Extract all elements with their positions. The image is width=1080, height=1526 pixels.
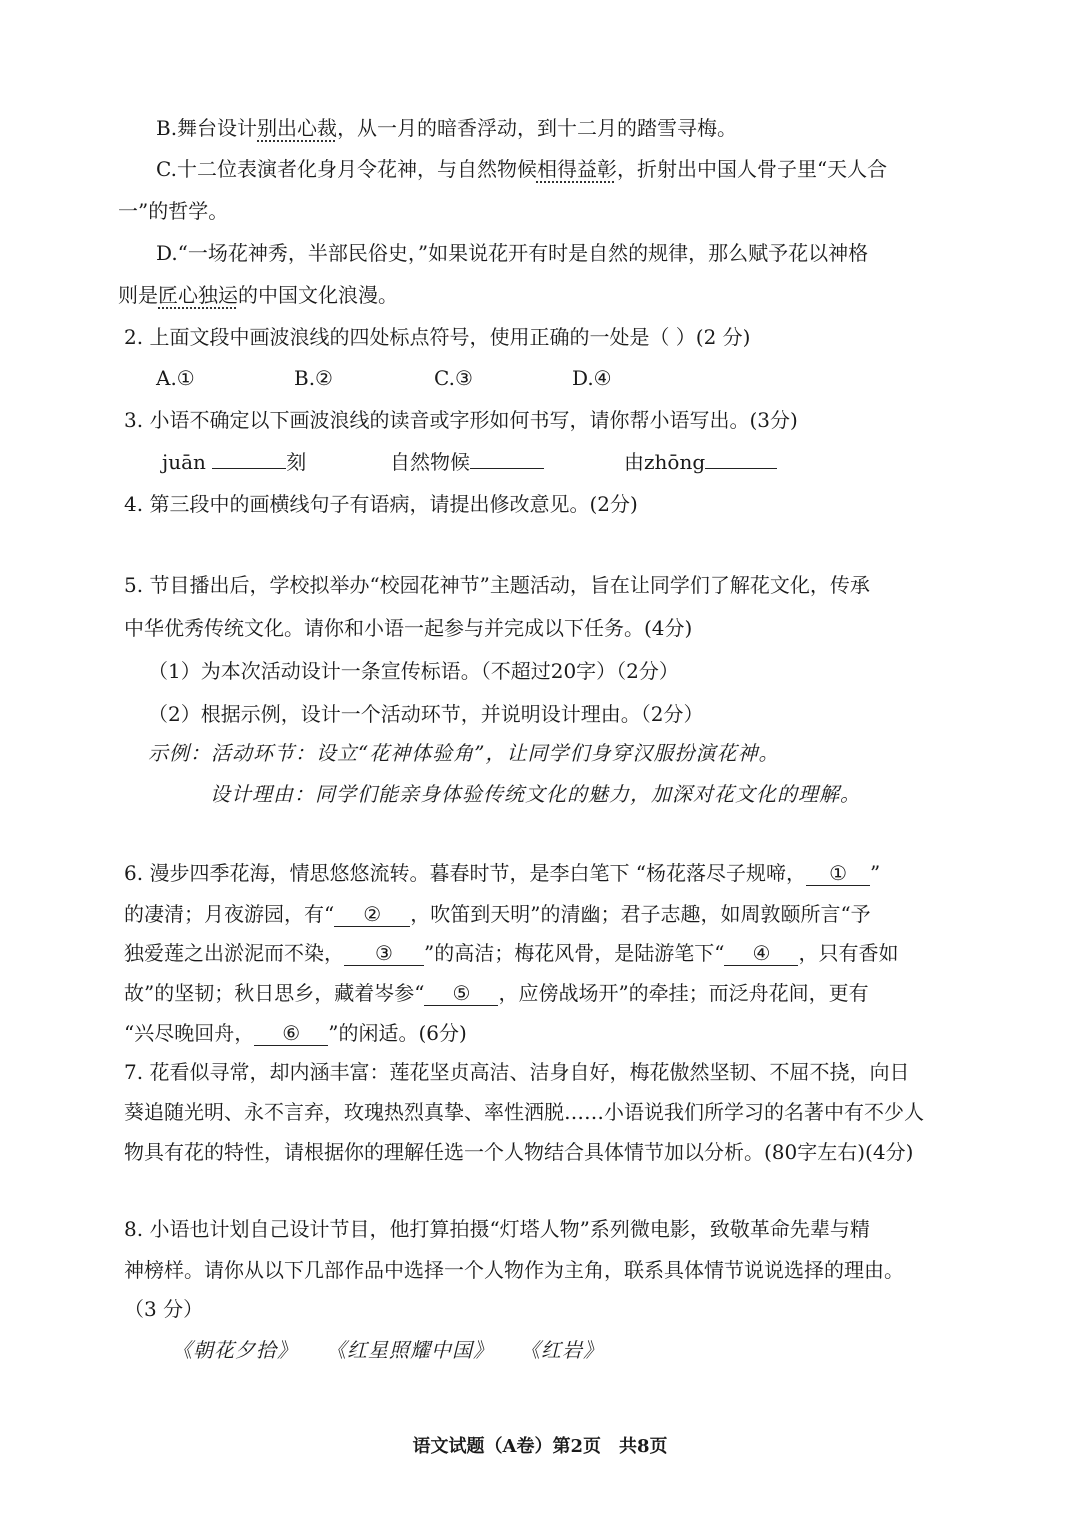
q6-text-2: 的凄清；月夜游园，有“: [124, 902, 335, 926]
q3-answer-blank-1[interactable]: [212, 468, 286, 469]
q8-book-1: 《朝花夕拾》: [172, 1338, 298, 1362]
q8-line-2: 神榜样。请你从以下几部作品中选择一个人物作为主角，联系具体情节说说选择的理由。: [124, 1258, 904, 1282]
q6-text-4: 故”的坚韧；秋日思乡，藏着岑参“: [124, 981, 425, 1005]
q1-option-c-continued: 一”的哲学。: [118, 199, 229, 223]
q6-blank-4[interactable]: ④: [724, 941, 798, 966]
q5-stem-line-2: 中华优秀传统文化。请你和小语一起参与并完成以下任务。(4分): [124, 616, 693, 640]
q6-text-5: “兴尽晚回舟，: [124, 1021, 255, 1045]
q3-item1-pinyin: juān: [162, 450, 206, 474]
q8-line-1: 8. 小语也计划自己设计节目，他打算拍摄“灯塔人物”系列微电影，致敬革命先辈与精: [124, 1217, 870, 1241]
q6-blank-6[interactable]: ⑥: [254, 1021, 328, 1046]
q6-line-4: [124, 979, 869, 1007]
q8-book-3: 《红岩》: [520, 1338, 604, 1362]
q3-item2-text: 自然物候: [390, 450, 470, 474]
q6-blank-3[interactable]: ③: [344, 941, 424, 966]
q6-text-1-end: ”: [870, 861, 881, 885]
q7-line-2: 葵追随光明、永不言弃，玫瑰热烈真挚、率性洒脱……小语说我们所学习的名著中有不少人: [124, 1100, 924, 1124]
q5-stem-line-1: 5. 节目播出后，学校拟举办“校园花神节”主题活动，旨在让同学们了解花文化，传承: [124, 573, 870, 597]
q6-text-3: 独爱莲之出淤泥而不染，: [124, 941, 344, 965]
q1-d-pre: 则是: [118, 283, 158, 307]
q6-blank-1[interactable]: ①: [806, 861, 870, 886]
q6-text-1: 6. 漫步四季花海，情思悠悠流转。暮春时节，是李白笔下 “杨花落尽子规啼，: [124, 861, 807, 885]
q6-text-2-end: ，吹笛到天明”的清幽；君子志趣，如周敦颐所言“予: [410, 902, 871, 926]
q1-b-idiom: 别出心裁: [257, 116, 338, 140]
q3-answer-blank-2[interactable]: [470, 468, 544, 469]
q1-d-idiom: 匠心独运: [158, 283, 238, 307]
q5-subquestion-2: （2）根据示例，设计一个活动环节，并说明设计理由。（2分）: [148, 702, 704, 726]
q2-stem: 2. 上面文段中画波浪线的四处标点符号，使用正确的一处是（ ）(2 分): [124, 325, 751, 349]
q3-stem: 3. 小语不确定以下画波浪线的读音或字形如何书写，请你帮小语写出。(3分): [124, 408, 798, 432]
q5-example-reason: 设计理由：同学们能亲身体验传统文化的魅力，加深对花文化的理解。: [210, 782, 861, 806]
q6-text-3-end: ，只有香如: [798, 941, 899, 965]
q4-stem: 4. 第三段中的画横线句子有语病，请提出修改意见。(2分): [124, 492, 638, 516]
q3-item-2: [390, 448, 544, 476]
q1-option-d: D.“一场花神秀，半部民俗史，”如果说花开有时是自然的规律，那么赋予花以神格: [156, 241, 869, 265]
q1-d-post: 的中国文化浪漫。: [238, 283, 398, 307]
q1-option-c: [156, 155, 887, 183]
q3-answer-blank-3[interactable]: [705, 468, 777, 469]
q2-option-c: C.③: [434, 366, 473, 390]
q3-item1-char: 刻: [286, 450, 307, 474]
q3-item-3: [624, 448, 777, 476]
q5-subquestion-1: （1）为本次活动设计一条宣传标语。（不超过20字）（2分）: [148, 659, 679, 683]
q1-b-pre: B.舞台设计: [156, 116, 258, 140]
q6-blank-2[interactable]: ②: [334, 902, 410, 927]
q1-b-post: ，从一月的暗香浮动，到十二月的踏雪寻梅。: [337, 116, 738, 140]
q8-book-2: 《红星照耀中国》: [326, 1338, 494, 1362]
q7-line-3: 物具有花的特性，请根据你的理解任选一个人物结合具体情节加以分析。(80字左右)(4分): [124, 1140, 914, 1164]
q2-option-d: D.④: [572, 366, 612, 390]
q3-item3-text: 由zhōng: [624, 450, 706, 474]
page-footer: 语文试题（A卷）第2页 共8页: [412, 1436, 668, 1457]
q2-option-a: A.①: [156, 366, 195, 390]
q6-line-1: [124, 859, 880, 887]
q6-blank-5[interactable]: ⑤: [424, 981, 498, 1006]
q1-option-b: [156, 114, 737, 142]
q8-line-3: （3 分）: [124, 1297, 204, 1321]
q1-option-d-continued: [118, 281, 398, 309]
q1-c-pre: C.十二位表演者化身月令花神，与自然物候: [156, 157, 537, 181]
q3-item-1: [162, 448, 306, 476]
q7-line-1: 7. 花看似寻常，却内涵丰富：莲花坚贞高洁、洁身自好，梅花傲然坚韧、不屈不挠，向日: [124, 1060, 910, 1084]
q2-option-b: B.②: [294, 366, 333, 390]
q6-text-4-end: ，应傍战场开”的牵挂；而泛舟花间，更有: [498, 981, 869, 1005]
q6-line-2: [124, 900, 871, 928]
q1-c-idiom: 相得益彰: [536, 157, 617, 181]
q5-example-activity: 示例：活动环节：设立“花神体验角”，让同学们身穿汉服扮演花神。: [148, 741, 780, 765]
q6-line-5: [124, 1019, 467, 1047]
q6-text-5-end: ”的闲适。(6分): [328, 1021, 467, 1045]
q1-c-post: ，折射出中国人骨子里“天人合: [616, 157, 888, 181]
q6-text-3-mid: ”的高洁；梅花风骨，是陆游笔下“: [424, 941, 725, 965]
q6-line-3: [124, 939, 898, 967]
